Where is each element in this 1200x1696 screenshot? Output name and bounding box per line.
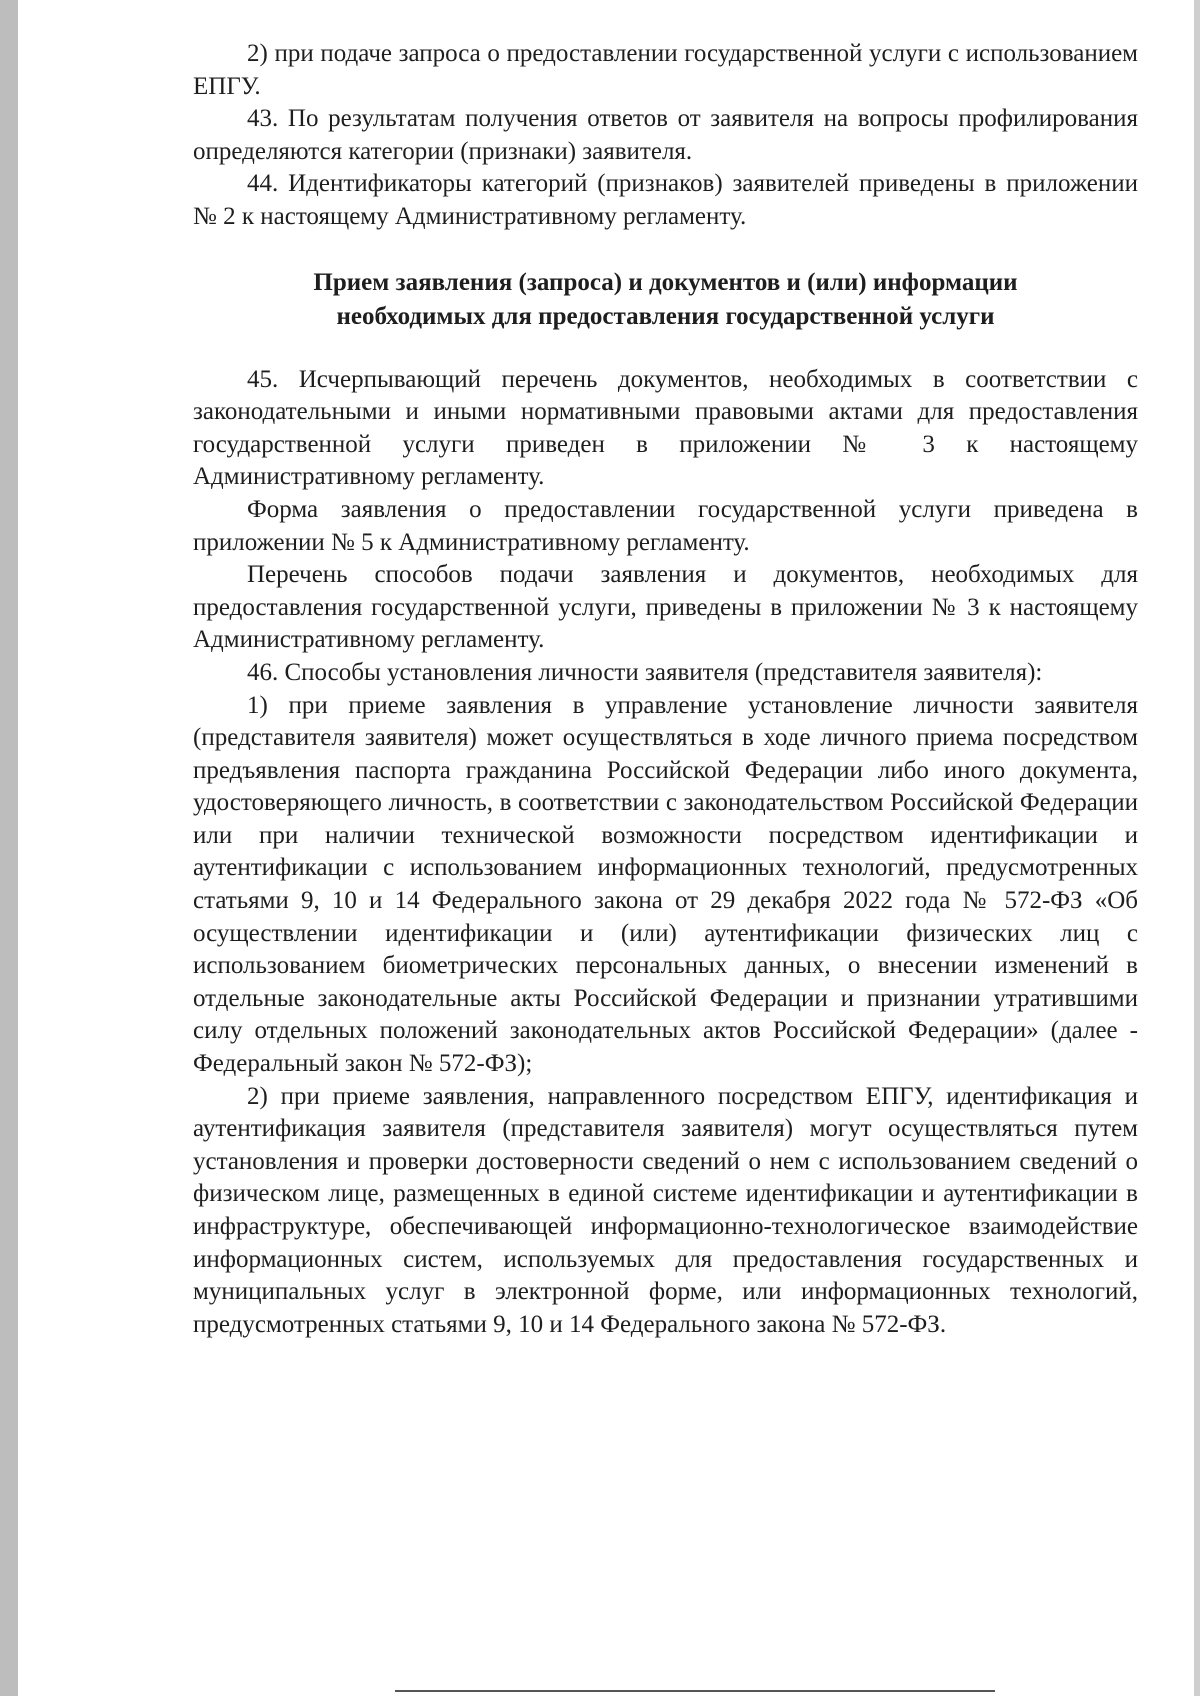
section-heading [193, 266, 1138, 334]
paragraph-46: 46. Способы установления личности заявителя (представителя заявителя): [247, 658, 1043, 686]
document-body [193, 38, 1138, 1341]
paragraph-45: 45. Исчерпывающий перечень документов, необходимых в соответствии с законодательными и иными нормативными правовыми актами для предоставления государственной услуги приведен в приложении № 3 к настоящему Административному регламенту. [193, 365, 1138, 491]
paragraph-submission-methods: Перечень способов подачи заявления и документов, необходимых для предоставления государственной услуги, приведены в приложении № 3 к настоящему Административному регламенту. [193, 561, 1138, 654]
paragraph-46-item-1: 1) при приеме заявления в управление установление личности заявителя (представителя заявителя) может осуществляться в ходе личного приема посредством предъявления паспорта гражданина Российской Федерации либо иного документа, удостоверяющего личность, в соответствии с законодательством Российской Федерации или при наличии технической возможности посредством идентификации и аутентификации с использованием информационных технологий, предусмотренных статьями 9, 10 и 14 Федерального закона от 29 декабря 2022 года № 572-ФЗ «Об осуществлении идентификации и (или) аутентификации физических лиц с использованием биометрических персональных данных, о внесении изменений в отдельные законодательные акты Российской Федерации и признании утратившими силу отдельных положений законодательных актов Российской Федерации» (далее - Федеральный закон № 572-ФЗ); [193, 691, 1138, 1078]
paragraph-46-item-2: 2) при приеме заявления, направленного посредством ЕПГУ, идентификация и аутентификация заявителя (представителя заявителя) могут осуществляться путем установления и проверки достоверности сведений о нем с использованием сведений о физическом лице, размещенных в единой системе идентификации и аутентификации в инфраструктуре, обеспечивающей информационно-технологическое взаимодействие информационных систем, используемых для предоставления государственных и муниципальных услуг в электронной форме, или информационных технологий, предусмотренных статьями 9, 10 и 14 Федерального закона № 572-ФЗ. [193, 1082, 1138, 1338]
paragraph-item-2-epgu: 2) при подаче запроса о предоставлении государственной услуги с использованием ЕПГУ. [193, 40, 1138, 100]
scan-right-edge [1194, 0, 1200, 1696]
section-heading-line-1: Прием заявления (запроса) и документов и (или) информации [313, 268, 1018, 296]
paragraph-44: 44. Идентификаторы категорий (признаков) заявителей приведены в приложении № 2 к настоящему Административному регламенту. [193, 170, 1138, 230]
scan-left-edge [0, 0, 18, 1696]
paragraph-43: 43. По результатам получения ответов от заявителя на вопросы профилирования определяются категории (признаки) заявителя. [193, 105, 1138, 165]
paragraph-application-form: Форма заявления о предоставлении государственной услуги приведена в приложении № 5 к Административному регламенту. [193, 495, 1138, 556]
section-heading-line-2: необходимых для предоставления государственной услуги [336, 302, 995, 330]
page-bottom-edge-line [395, 1690, 995, 1692]
